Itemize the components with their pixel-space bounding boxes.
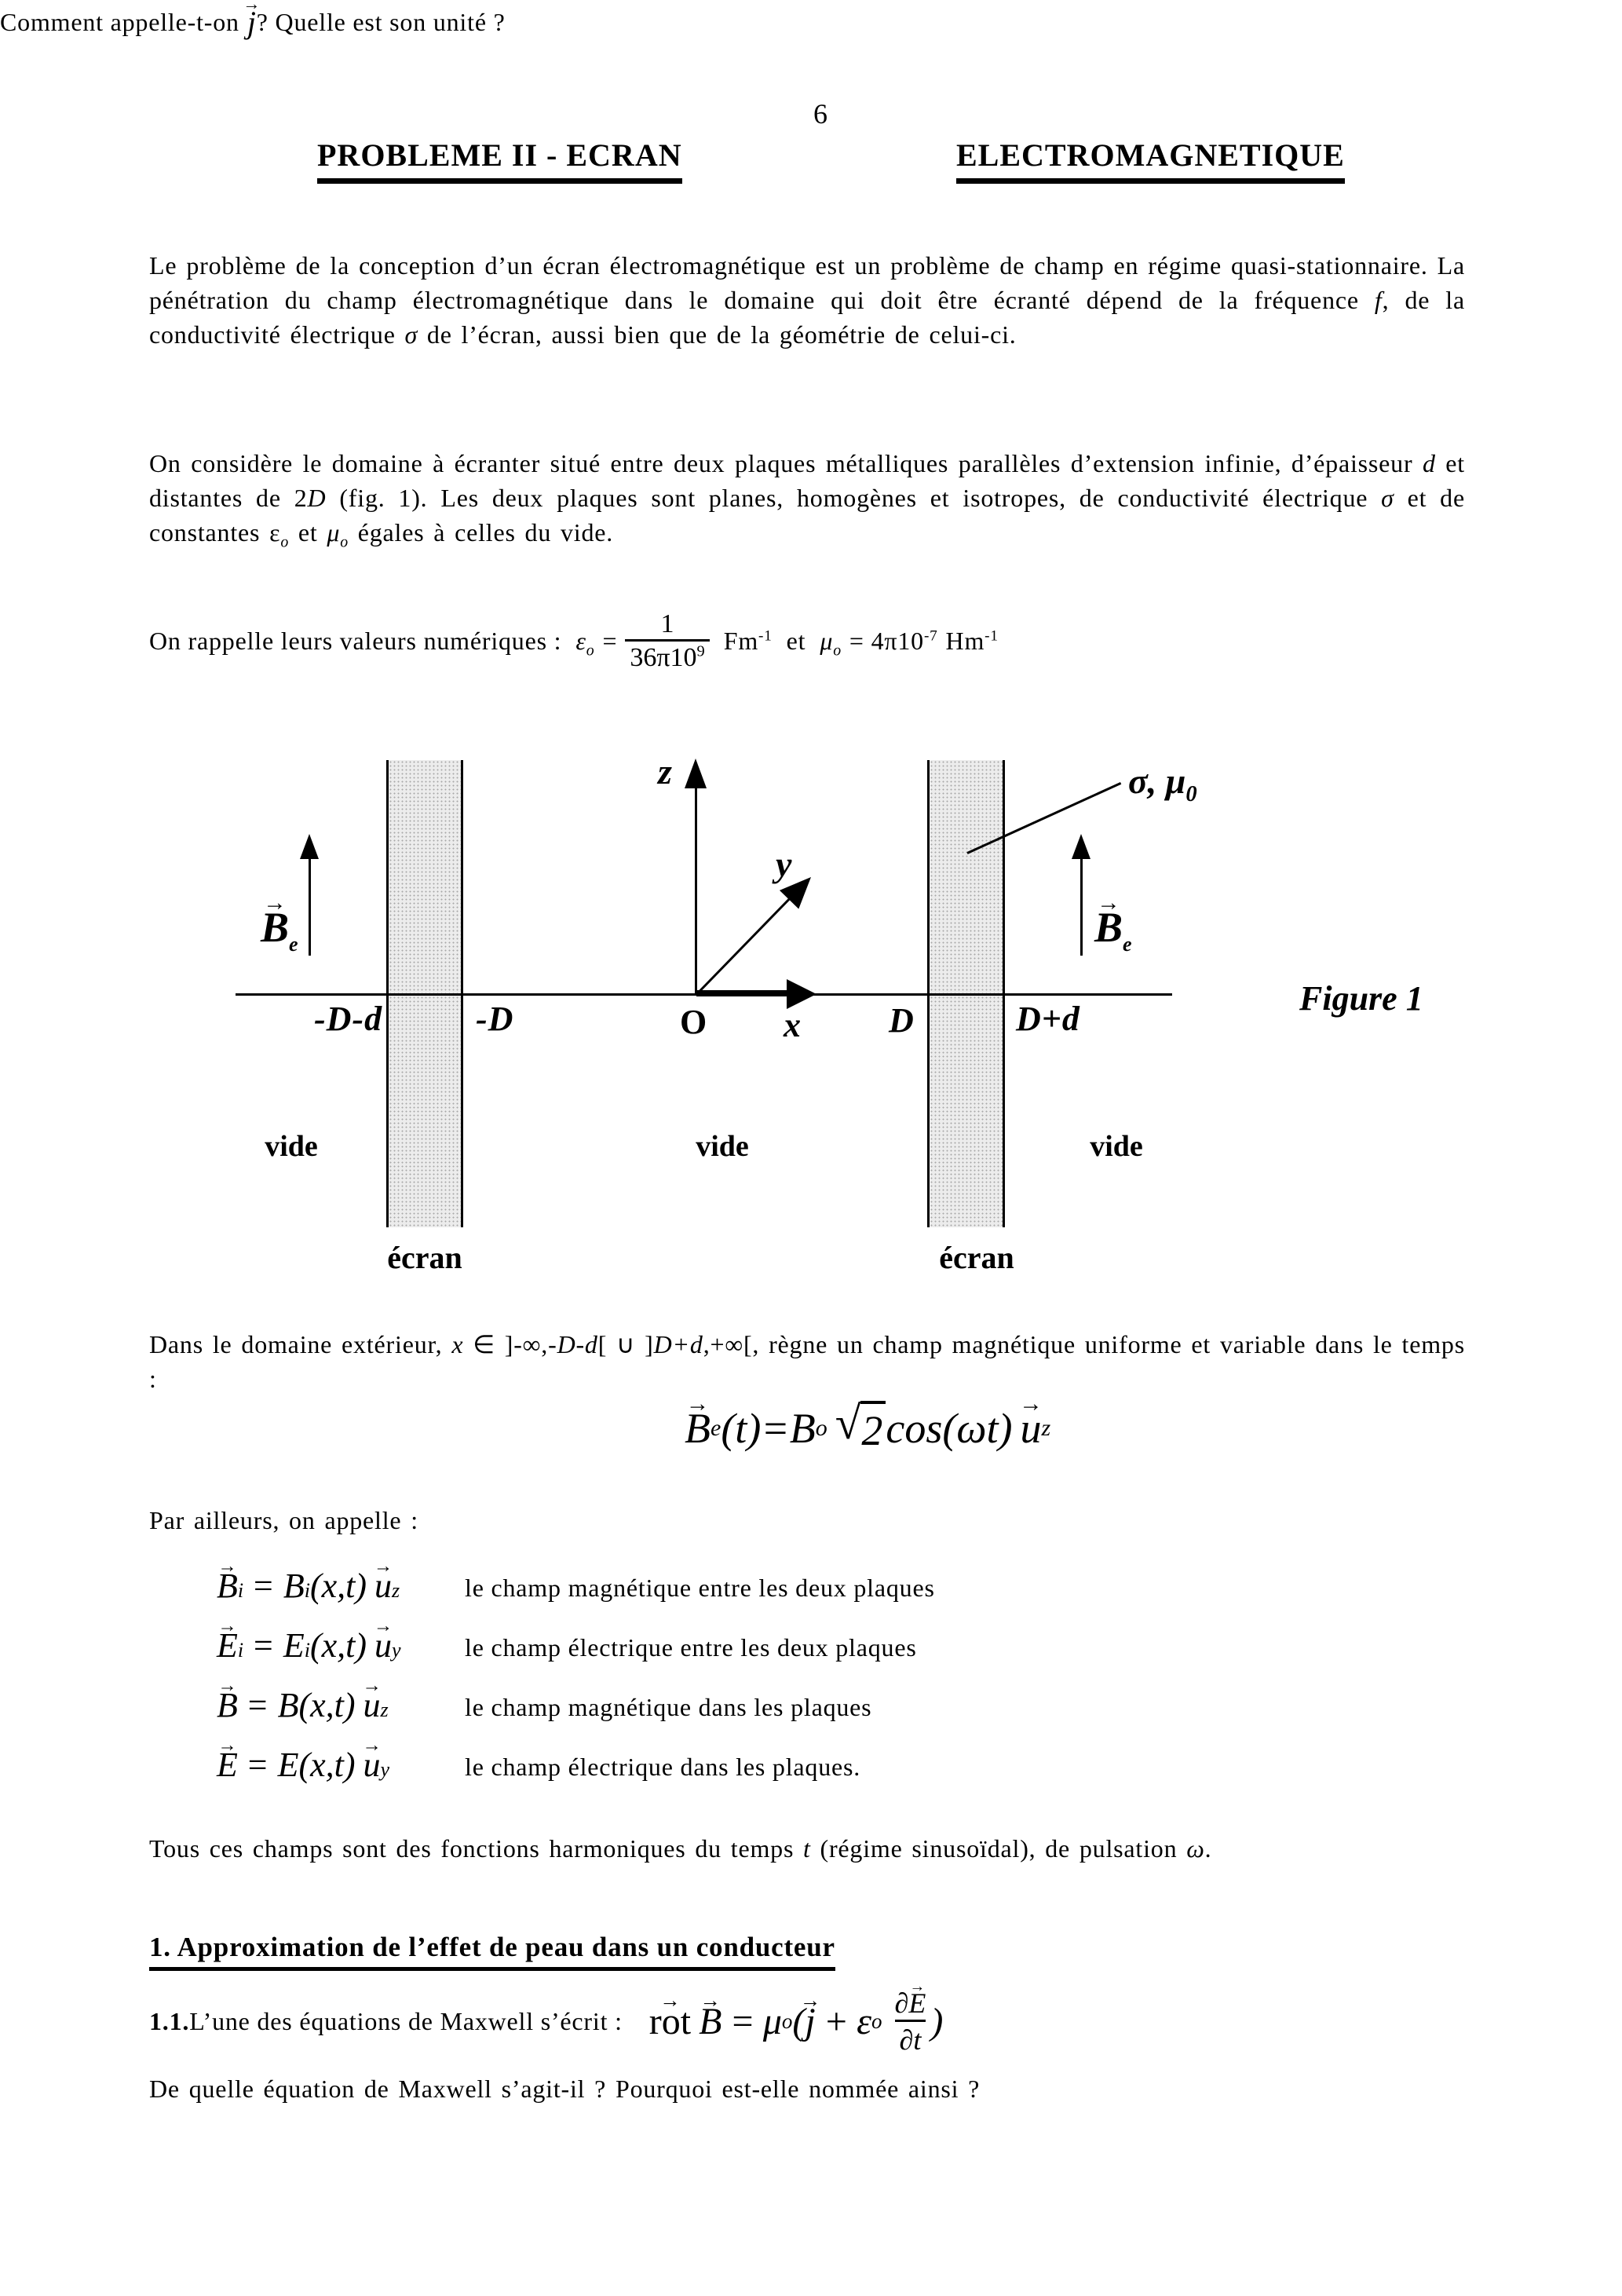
- mu-zero: $\mu_o$: [820, 626, 842, 659]
- tick-D: D: [889, 1001, 915, 1040]
- y-axis-line: [697, 894, 794, 994]
- z-axis-arrowhead-icon: [685, 759, 707, 788]
- def-Bi-desc: le champ magnétique entre les deux plaques: [465, 1574, 935, 1602]
- def-B-formula: B → = B (x,t) u → z: [217, 1685, 389, 1725]
- ecran-label-left: écran: [387, 1240, 462, 1275]
- def-Ei-desc: le champ électrique entre les deux plaques: [465, 1633, 917, 1662]
- var-D: D: [307, 484, 327, 512]
- tick-D-plus-d: D+d: [1016, 1000, 1080, 1038]
- var-t: t: [803, 1834, 811, 1863]
- valeurs-numeriques-line: On rappelle leurs valeurs numériques : $\varepsilon_o$ = $\frac{1}{36\pi 10^9}$ $Fm^{-1}$ et $\mu_o$ = $4\pi 10^{-7}$ $Hm^{-1}$: [149, 609, 999, 672]
- question-j: Comment appelle-t-on j → ? Quelle est son unité ?: [0, 0, 1622, 44]
- dE-dt-fraction: $\frac{\partial E \to}{\partial t}$: [890, 1987, 931, 2057]
- Be-vector-label-right: $B \to_e$: [1094, 903, 1132, 952]
- def-E-desc: le champ électrique dans les plaques.: [465, 1753, 861, 1781]
- x-axis-label: x: [784, 1006, 801, 1044]
- Be-arrow-left-head-icon: [300, 834, 319, 859]
- def-B-desc: le champ magnétique dans les plaques: [465, 1693, 872, 1721]
- sigma-mu-label: σ, $\mu_0$: [1128, 761, 1197, 807]
- tick-minus-D-d: -D-d: [314, 1000, 383, 1038]
- maxwell-equation: rot → B → = μ o ( j → + ε o $\frac{\partial E \to}{\partial t}$ ): [649, 1987, 944, 2057]
- epsilon-fraction: $\frac{1}{36\pi 10^9}$: [625, 609, 709, 673]
- var-d: d: [1422, 449, 1436, 477]
- def-Bi-formula: B → i = B i (x,t) u → z: [217, 1566, 400, 1606]
- sqrt-2: √ 2: [835, 1401, 886, 1455]
- var-x: x: [451, 1330, 464, 1358]
- paragraph-intro-text: Le problème de la conception d’un écran électromagnétique est un problème de champ en régime quasi-stationnaire. La pénétration du champ électromagnétique dans le domaine qui doit être écranté dépend de la fréquence: [149, 251, 1465, 314]
- title-electromagnetique: ELECTROMAGNETIQUE: [956, 137, 1345, 184]
- def-E-formula: E → = E (x,t) u → y: [217, 1745, 389, 1785]
- Be-vector-label-left: $B \to_e$: [261, 903, 298, 952]
- section-1-heading: 1. Approximation de l’effet de peau dans un conducteur: [149, 1932, 835, 1971]
- harmonic-fields-line: Tous ces champs sont des fonctions harmoniques du temps t (régime sinusoïdal), de pulsation ω.: [149, 1834, 1212, 1863]
- ecran-label-right: écran: [939, 1240, 1014, 1275]
- equation-Be: B → e (t) = B o √ 2 cos( ωt ) u → z: [685, 1401, 1050, 1455]
- unit-henry-per-m: $Hm^{-1}$: [945, 626, 999, 655]
- vide-label-left: vide: [265, 1130, 318, 1163]
- figure-caption: Figure 1: [1299, 979, 1423, 1018]
- x-axis-arrow-shaft: [696, 990, 791, 996]
- par-ailleurs-line: Par ailleurs, on appelle :: [149, 1506, 418, 1534]
- question-1-1-number: 1.1.: [149, 2006, 190, 2035]
- var-sigma: σ: [404, 320, 418, 349]
- title-probleme: PROBLEME II - ECRAN: [317, 137, 682, 184]
- question-1-1-row: [149, 1980, 943, 2062]
- paragraph-domaine-exterieur: Dans le domaine extérieur, x ∈ ]-∞,-D-d[ ∪ ]D+d,+∞[, règne un champ magnétique uniforme et variable dans le temps :: [149, 1330, 1465, 1393]
- tick-minus-D: -D: [476, 1000, 514, 1038]
- var-mu: μ: [327, 518, 341, 547]
- Be-arrow-right-head-icon: [1072, 834, 1090, 859]
- unit-farad-per-m: $Fm^{-1}$: [723, 626, 773, 655]
- paragraph-plaques: On considère le domaine à écranter situé entre deux plaques métalliques parallèles d’extension infinie, d’épaisseur d et distantes de 2D (fig. 1). Les deux plaques sont planes, homogènes et isotropes, de conductivité électrique σ et de constantes $\varepsilon_o$ et $\mu_o$ égales à celles du vide.: [149, 449, 1465, 551]
- z-axis-line: [695, 785, 697, 993]
- paragraph-intro: Le problème de la conception d’un écran électromagnétique est un problème de champ en régime quasi-stationnaire. La pénétration du champ électromagnétique dans le domaine qui doit être écranté dépend de la fréquence f, de la conductivité électrique σ de l’écran, aussi bien que de la géométrie de celui-ci.: [149, 251, 1466, 349]
- origin-label: O: [680, 1003, 707, 1041]
- question-maxwell: De quelle équation de Maxwell s’agit-il ? Pourquoi est-elle nommée ainsi ?: [149, 2075, 981, 2103]
- var-f: f: [1374, 286, 1383, 314]
- vide-label-center: vide: [696, 1130, 749, 1163]
- valeurs-label: On rappelle leurs valeurs numériques :: [149, 626, 562, 655]
- var-omega: ω: [1186, 1834, 1205, 1863]
- page-number: 6: [813, 98, 827, 130]
- y-axis-label: y: [776, 844, 792, 884]
- z-axis-label: z: [658, 751, 672, 792]
- epsilon-zero: $\varepsilon_o$: [575, 626, 595, 659]
- vector-j: j →: [247, 4, 257, 41]
- vide-label-right: vide: [1090, 1130, 1143, 1163]
- def-Ei-formula: E → i = E i (x,t) u → y: [217, 1625, 401, 1665]
- question-1-1-text: L’une des équations de Maxwell s’écrit :: [189, 2006, 623, 2035]
